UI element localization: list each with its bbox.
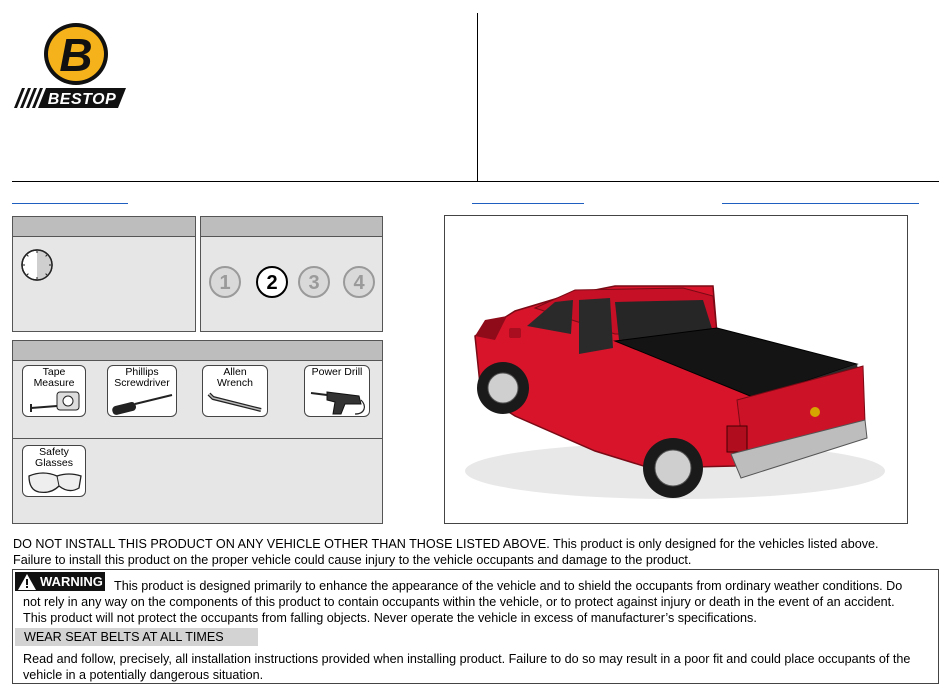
tape-measure-icon bbox=[23, 366, 87, 418]
power-drill-icon bbox=[305, 366, 371, 418]
panel-header bbox=[13, 341, 382, 361]
tool-label: Screwdriver bbox=[114, 377, 170, 389]
header-divider bbox=[477, 13, 478, 181]
tool-phillips-screwdriver bbox=[107, 365, 177, 417]
tool-label: Power Drill bbox=[311, 366, 363, 378]
tool-tape-measure bbox=[22, 365, 86, 417]
bestop-logo bbox=[12, 20, 130, 112]
seat-belt-banner bbox=[15, 628, 258, 646]
link-underline-right[interactable] bbox=[722, 203, 919, 204]
link-underline-middle[interactable] bbox=[472, 203, 584, 204]
skill-level-4: 4 bbox=[343, 266, 375, 298]
allen-wrench-icon bbox=[203, 366, 269, 418]
safety-glasses-icon bbox=[23, 446, 87, 498]
panel-header bbox=[13, 217, 195, 237]
tool-safety-glasses bbox=[22, 445, 86, 497]
tools-required-panel bbox=[12, 340, 383, 524]
skill-level-1: 1 bbox=[209, 266, 241, 298]
skill-level-panel bbox=[200, 216, 383, 332]
skill-level-3: 3 bbox=[298, 266, 330, 298]
clock-icon bbox=[20, 248, 54, 287]
warning-badge bbox=[15, 572, 105, 591]
tool-label: Measure bbox=[33, 377, 75, 389]
vehicle-notice-line-2: Failure to install this product on the proper vehicle could cause injury to the vehicle occupants and damage to the product. bbox=[13, 553, 692, 567]
truck-tonneau-illustration bbox=[445, 216, 907, 523]
tool-label: Glasses bbox=[35, 457, 73, 469]
tool-label: Wrench bbox=[217, 377, 253, 389]
tool-label: Allen bbox=[223, 366, 247, 378]
warning-text-line-1: This product is designed primarily to enhance the appearance of the vehicle and to shield the occupants from ordinary weather conditions. Do bbox=[114, 579, 903, 593]
svg-text:B: B bbox=[59, 29, 93, 81]
skill-level-2: 2 bbox=[256, 266, 288, 298]
vehicle-notice-line-1: DO NOT INSTALL THIS PRODUCT ON ANY VEHICLE OTHER THAN THOSE LISTED ABOVE. This product is only designed for the vehicles listed above. bbox=[13, 537, 879, 551]
warning-label: WARNING bbox=[40, 574, 103, 589]
warning-triangle-icon bbox=[17, 573, 37, 591]
screwdriver-icon bbox=[108, 366, 178, 418]
link-underline-left[interactable] bbox=[12, 203, 128, 204]
warning-text-line-3: This product will not protect the occupants from falling objects. Never operate the vehicle in excess of manufacturer’s specifications. bbox=[23, 611, 757, 625]
panel-header bbox=[201, 217, 382, 237]
tool-label: Phillips bbox=[125, 366, 159, 378]
tool-label: Tape bbox=[42, 366, 66, 378]
header-rule bbox=[12, 181, 939, 182]
tools-divider bbox=[13, 438, 382, 439]
warning-text-line-4: Read and follow, precisely, all installation instructions provided when installing product. Failure to do so may result in a poor fit and could place occupants of the bbox=[23, 652, 911, 666]
warning-text-line-5: vehicle in a potentially dangerous situation. bbox=[23, 668, 264, 682]
svg-text:BESTOP: BESTOP bbox=[47, 91, 117, 108]
seat-belt-text: WEAR SEAT BELTS AT ALL TIMES bbox=[24, 630, 224, 644]
tool-power-drill bbox=[304, 365, 370, 417]
tool-label: Safety bbox=[39, 446, 69, 458]
warning-text-line-2: not rely in any way on the components of this product to contain occupants within the vehicle, or to protect against injury or death in the event of an accident. bbox=[23, 595, 895, 609]
product-image bbox=[444, 215, 908, 524]
installation-time-panel bbox=[12, 216, 196, 332]
tool-allen-wrench bbox=[202, 365, 268, 417]
warning-box bbox=[12, 569, 939, 684]
